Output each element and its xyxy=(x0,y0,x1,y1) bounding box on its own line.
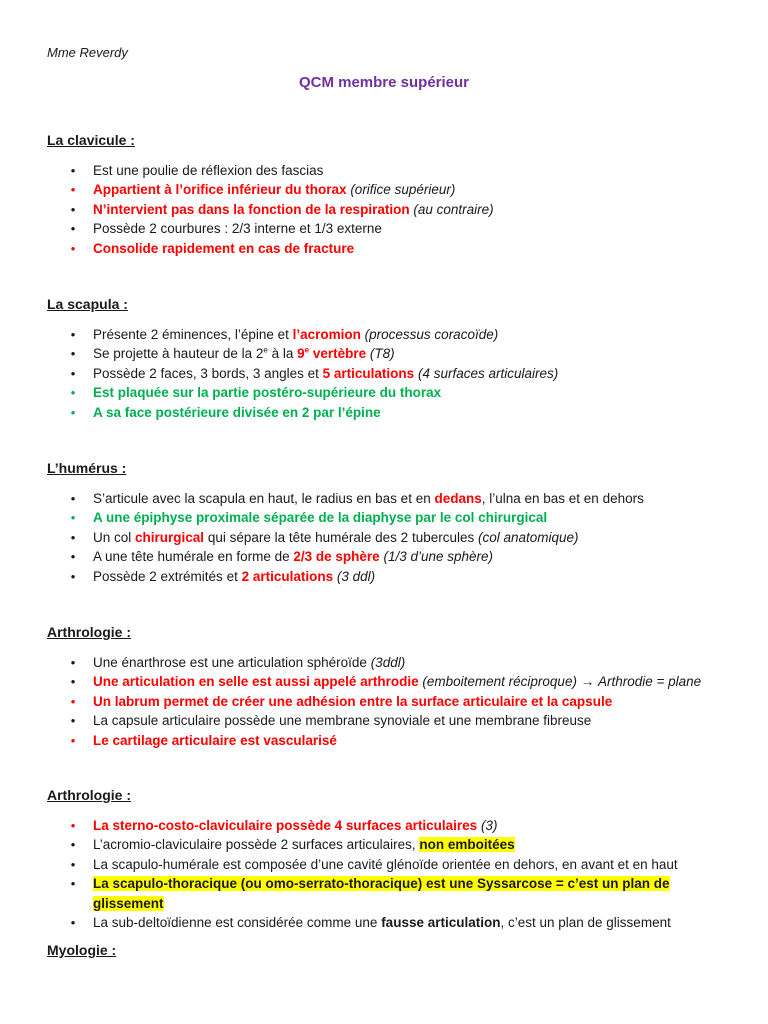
bullet-icon: • xyxy=(70,837,76,853)
arrow-right-icon: → xyxy=(580,674,595,690)
list-item: • Le cartilage articulaire est vascularisé xyxy=(47,731,737,750)
bullet-icon: • xyxy=(70,221,76,237)
bullet-icon: • xyxy=(70,674,76,690)
author-name: Mme Reverdy xyxy=(47,45,128,60)
list-item: • Appartient à l’orifice inférieur du thorax (orifice supérieur) xyxy=(47,180,737,199)
bullet-icon: • xyxy=(70,713,76,729)
list-item: • Possède 2 courbures : 2/3 interne et 1/3 externe xyxy=(47,219,737,238)
bullet-icon: • xyxy=(70,818,76,833)
bullet-icon: • xyxy=(70,385,76,401)
section-scapula xyxy=(47,295,737,422)
list-item: • La sterno-costo-claviculaire possède 4 surfaces articulaires (3) xyxy=(47,816,737,835)
bullet-icon: • xyxy=(70,915,76,931)
bullet-icon: • xyxy=(70,327,76,342)
list-item: • A sa face postérieure divisée en 2 par l’épine xyxy=(47,403,737,422)
list-item: • L’acromio-claviculaire possède 2 surfaces articulaires, non emboitées xyxy=(47,835,737,854)
list-item: • Une énarthrose est une articulation sphéroïde (3ddl) xyxy=(47,653,737,672)
list-item: • A une épiphyse proximale séparée de la diaphyse par le col chirurgical xyxy=(47,508,737,527)
bullet-icon: • xyxy=(70,365,76,381)
section-arthrologie-1 xyxy=(47,623,737,750)
list-item: • Possède 2 faces, 3 bords, 3 angles et 5 articulations (4 surfaces articulaires) xyxy=(47,364,737,383)
section-heading: L’humérus : xyxy=(47,460,127,476)
bullet-icon: • xyxy=(70,182,76,198)
list-item: • La scapulo-humérale est composée d’une cavité glénoïde orientée en dehors, en avant et en haut xyxy=(47,855,737,874)
bullet-icon: • xyxy=(70,510,76,526)
document-title: QCM membre supérieur xyxy=(298,74,470,91)
bullet-icon: • xyxy=(70,240,76,256)
list-item: • La capsule articulaire possède une membrane synoviale et une membrane fibreuse xyxy=(47,711,737,730)
bullet-icon: • xyxy=(70,346,76,362)
bullet-icon: • xyxy=(70,856,76,872)
bullet-icon: • xyxy=(70,404,76,420)
section-heading: Arthrologie : xyxy=(47,787,131,803)
list-item: • Possède 2 extrémités et 2 articulations (3 ddl) xyxy=(47,567,737,586)
section-clavicule xyxy=(47,131,737,258)
section-myologie xyxy=(47,941,737,959)
section-heading: Arthrologie : xyxy=(47,624,131,640)
list-item: • S’articule avec la scapula en haut, le radius en bas et en dedans, l’ulna en bas et en dehors xyxy=(47,489,737,508)
bullet-icon: • xyxy=(70,163,76,178)
list-item: • Un labrum permet de créer une adhésion entre la surface articulaire et la capsule xyxy=(47,692,737,711)
list-item: • A une tête humérale en forme de 2/3 de sphère (1/3 d’une sphère) xyxy=(47,547,737,566)
bullet-icon: • xyxy=(70,549,76,565)
bullet-icon: • xyxy=(70,201,76,217)
section-heading: La clavicule : xyxy=(47,132,135,148)
section-arthrologie-2 xyxy=(47,786,737,932)
list-item: • Présente 2 éminences, l’épine et l’acromion (processus coracoïde) xyxy=(47,325,737,344)
section-humerus xyxy=(47,459,737,586)
list-item: • La scapulo-thoracique (ou omo-serrato-thoracique) est une Syssarcose = c’est un plan de glissement xyxy=(47,874,737,913)
bullet-icon: • xyxy=(70,568,76,584)
list-item: • Une articulation en selle est aussi appelé arthrodie (emboitement réciproque) → Arthrodie = plane xyxy=(47,672,737,691)
list-item: • Est plaquée sur la partie postéro-supérieure du thorax xyxy=(47,383,737,402)
bullet-icon: • xyxy=(70,491,76,506)
bullet-icon: • xyxy=(70,876,76,892)
list-item: • Se projette à hauteur de la 2e à la 9e vertèbre (T8) xyxy=(47,344,737,363)
bullet-icon: • xyxy=(70,693,76,709)
bullet-icon: • xyxy=(70,529,76,545)
bullet-icon: • xyxy=(70,655,76,670)
section-heading: La scapula : xyxy=(47,296,128,312)
list-item: • N’intervient pas dans la fonction de la respiration (au contraire) xyxy=(47,200,737,219)
list-item: • Est une poulie de réflexion des fascias xyxy=(47,161,737,180)
bullet-icon: • xyxy=(70,732,76,748)
list-item: • Un col chirurgical qui sépare la tête humérale des 2 tubercules (col anatomique) xyxy=(47,528,737,547)
list-item: • La sub-deltoïdienne est considérée comme une fausse articulation, c’est un plan de glissement xyxy=(47,913,737,932)
list-item: • Consolide rapidement en cas de fracture xyxy=(47,239,737,258)
section-heading: Myologie : xyxy=(47,942,117,958)
